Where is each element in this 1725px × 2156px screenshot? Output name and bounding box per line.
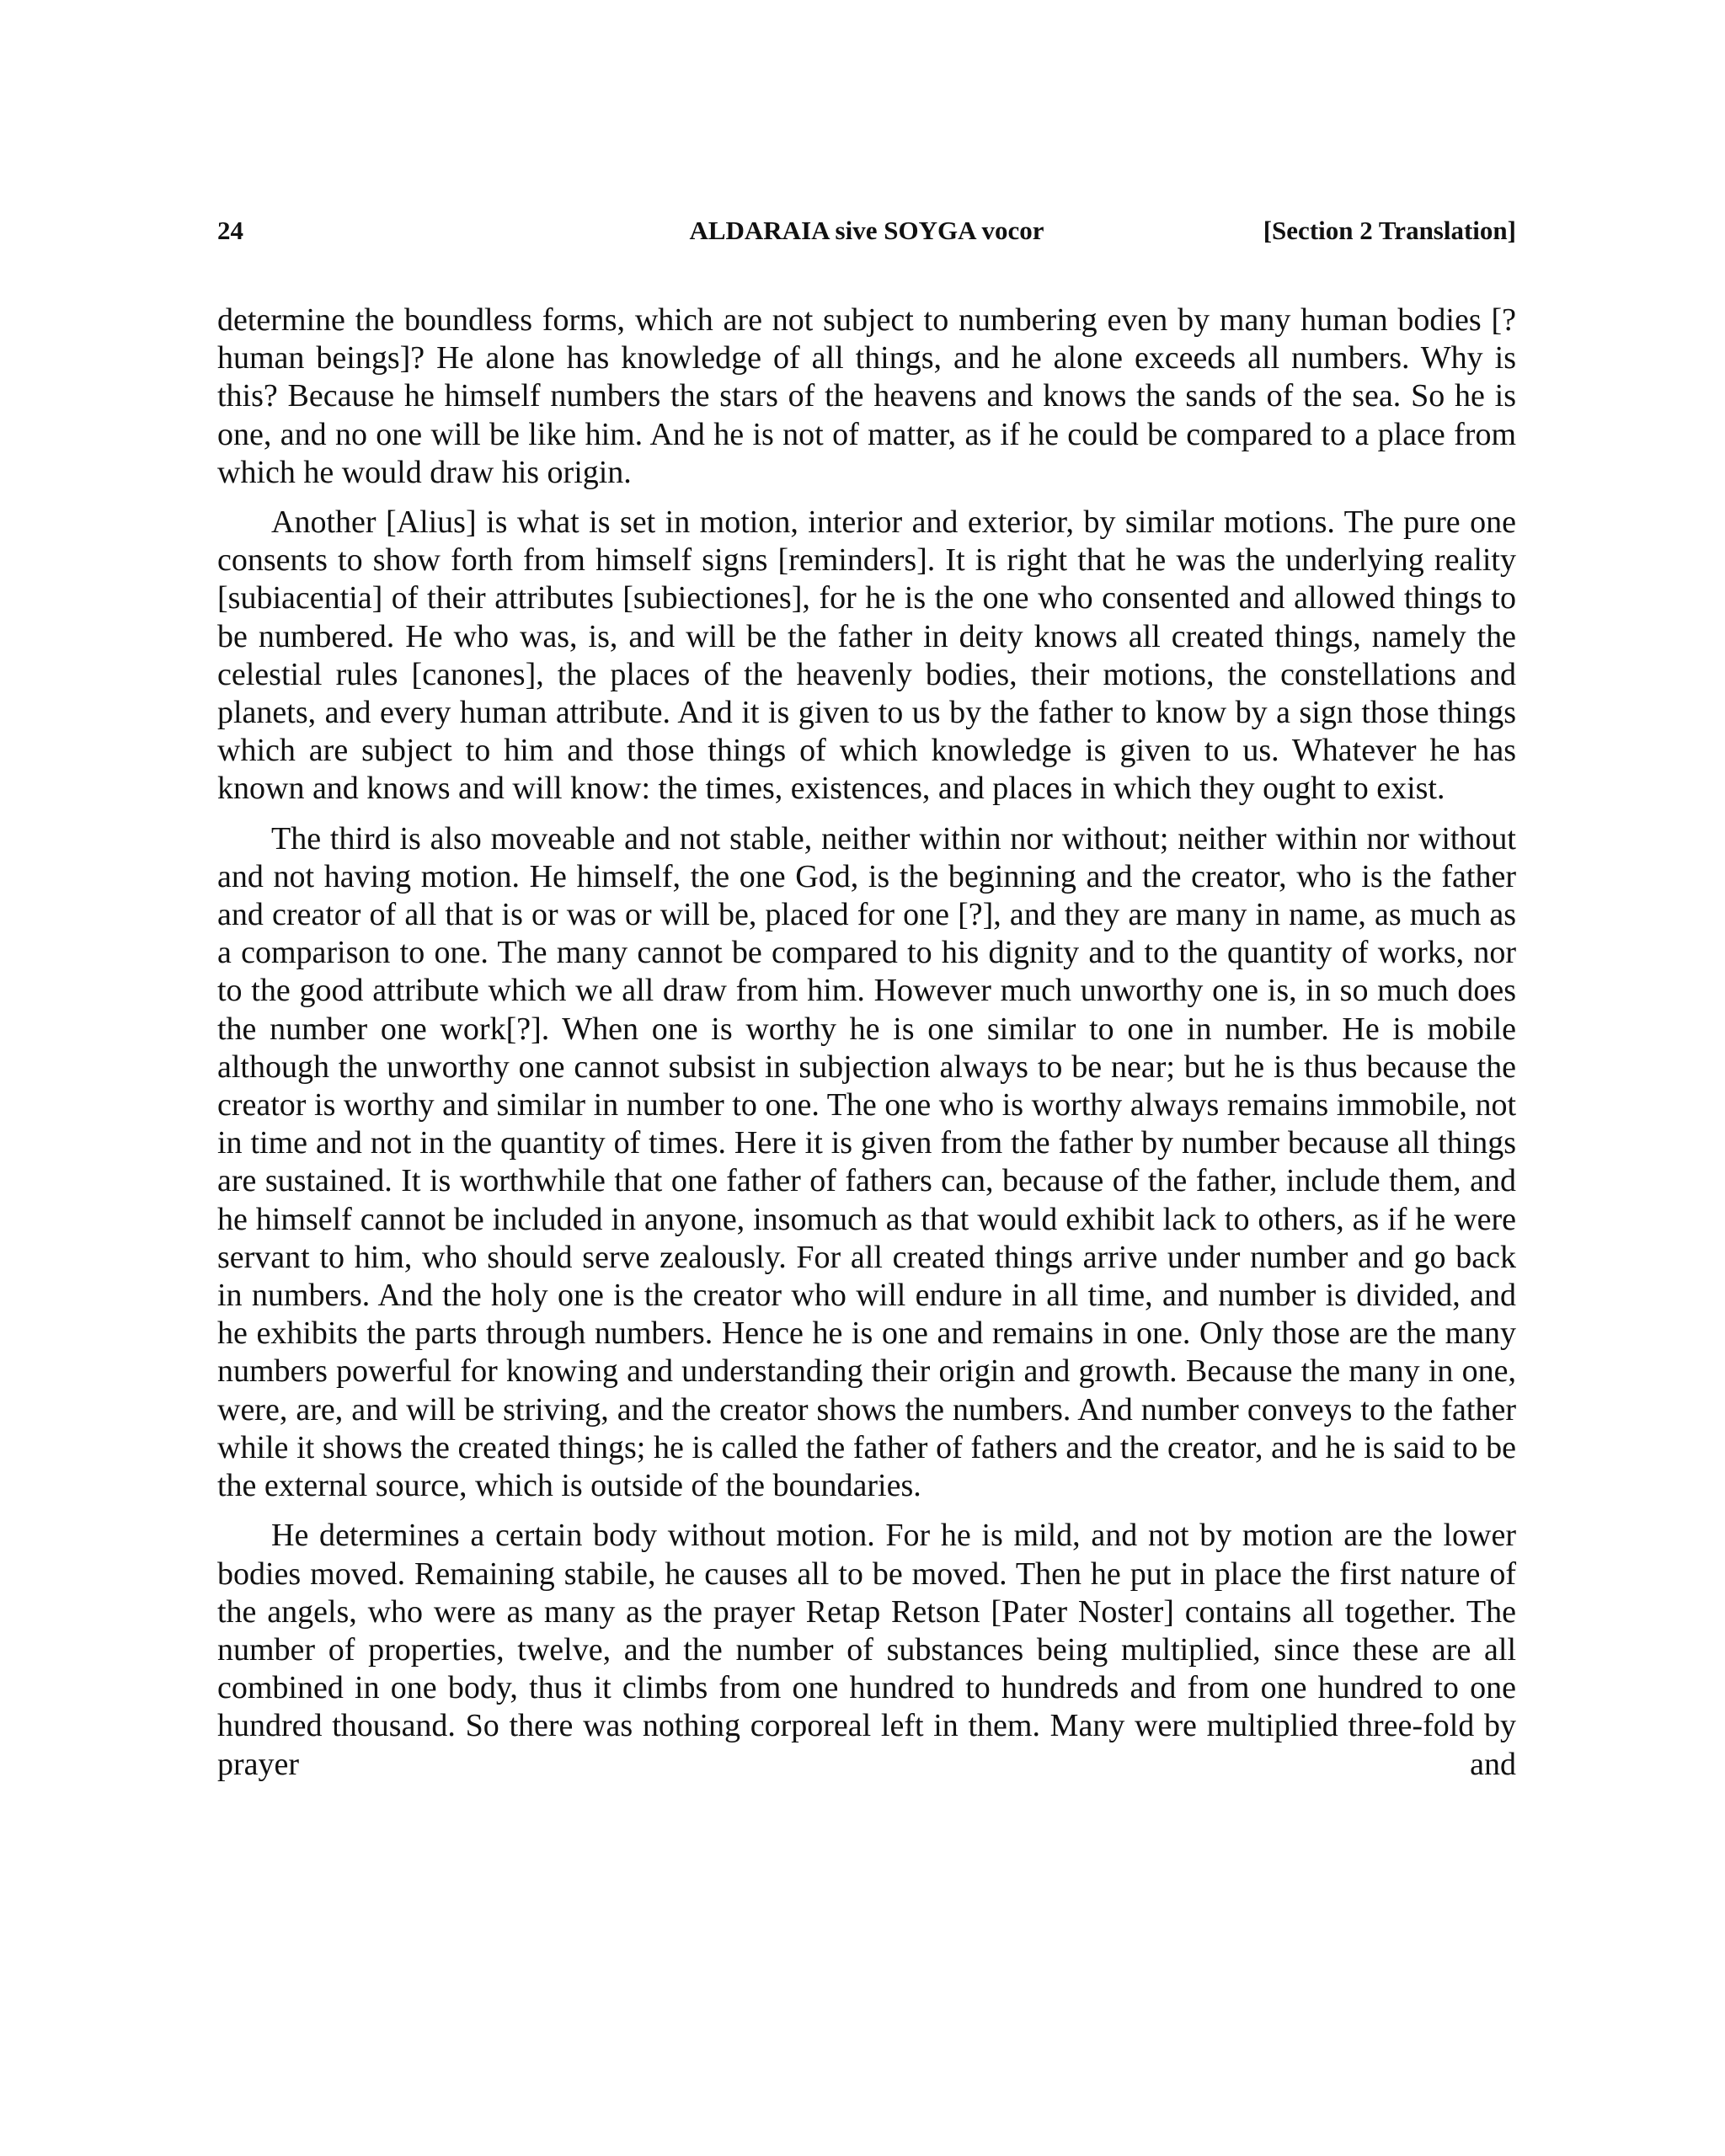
body-text <box>217 302 1516 1796</box>
paragraph: He determines a certain body without motion. For he is mild, and not by motion are the lower bodies moved. Remaining stabile, he causes all to be moved. Then he put in place the first nature of the angels, who were as many as the prayer Retap Retson [Pater Noster] contains all together. The number of properties, twelve, and the number of substances being multiplied, since these are all combined in one body, thus it climbs from one hundred to hundreds and from one hundred to one hundred thousand. So there was nothing corporeal left in them. Many were multiplied three-fold by prayer and <box>217 1518 1516 1782</box>
paragraph: Another [Alius] is what is set in motion, interior and exterior, by similar motions. The pure one consents to show forth from himself signs [reminders]. It is right that he was the underlying reality [subiacentia] of their attributes [subiectiones], for he is the one who consented and allowed things to be numbered. He who was, is, and will be the father in deity knows all created things, namely the celestial rules [canones], the places of the heavenly bodies, their motions, the constellations and planets, and every human attribute. And it is given to us by the father to know by a sign those things which are subject to him and those things of which knowledge is given to us. Whatever he has known and knows and will know: the times, existences, and places in which they ought to exist. <box>217 504 1516 807</box>
running-head <box>217 212 1516 249</box>
paragraph: determine the boundless forms, which are not subject to numbering even by many human bodies [?human beings]? He alone has knowledge of all things, and he alone exceeds all numbers. Why is this? Because he himself numbers the stars of the heavens and knows the sands of the sea. So he is one, and no one will be like him. And he is not of matter, as if he could be compared to a place from which he would draw his origin. <box>217 302 1516 490</box>
page-number: 24 <box>217 216 243 245</box>
section-label: [Section 2 Translation] <box>1263 216 1516 245</box>
paragraph: The third is also moveable and not stable, neither within nor without; neither within nor without and not having motion. He himself, the one God, is the beginning and the creator, who is the father and creator of all that is or was or will be, placed for one [?], and they are many in name, as much as a comparison to one. The many cannot be compared to his dignity and to the quantity of works, nor to the good attribute which we all draw from him. However much unworthy one is, in so much does the number one work[?]. When one is worthy he is one similar to one in number. He is mobile although the unworthy one cannot subsist in subjection always to be near; but he is thus because the creator is worthy and similar in number to one. The one who is worthy always remains immobile, not in time and not in the quantity of times. Here it is given from the father by number because all things are sustained. It is worthwhile that one father of fathers can, because of the father, include them, and he himself cannot be included in anyone, insomuch as that would exhibit lack to others, as if he were servant to him, who should serve zealously. For all created things arrive under number and go back in numbers. And the holy one is the creator who will endure in all time, and number is divided, and he exhibits the parts through numbers. Hence he is one and remains in one. Only those are the many numbers powerful for knowing and understanding their origin and growth. Because the many in one, were, are, and will be striving, and the creator shows the numbers. And number conveys to the father while it shows the created things; he is called the father of fathers and the creator, and he is said to be the external source, which is outside of the boundaries. <box>217 820 1516 1504</box>
book-title: ALDARAIA sive SOYGA vocor <box>689 216 1044 245</box>
document-page <box>217 0 1516 2156</box>
